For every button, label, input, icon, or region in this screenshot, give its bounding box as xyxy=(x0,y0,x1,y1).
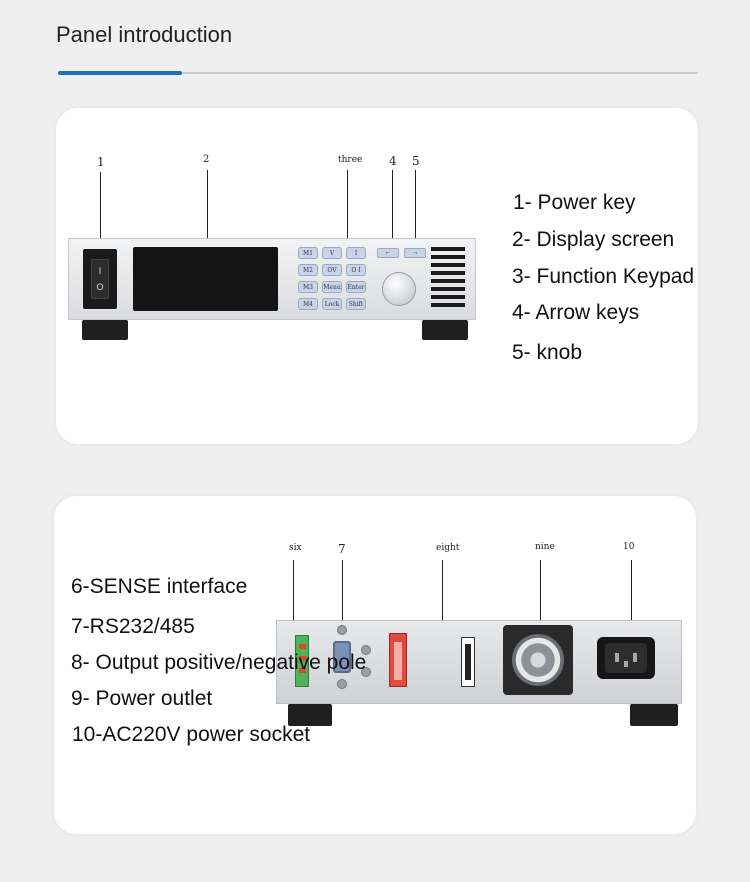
callout-9: nine xyxy=(535,542,555,552)
legend-power-outlet: 9- Power outlet xyxy=(71,687,213,710)
key-shift: Shift xyxy=(346,298,366,310)
output-negative-pole xyxy=(461,637,475,687)
callout-line-2 xyxy=(207,170,208,242)
key-enter: Enter xyxy=(346,281,366,293)
legend-rs232-485: 7-RS232/485 xyxy=(71,615,195,638)
callout-6: six xyxy=(289,543,302,553)
arrow-right-key: → xyxy=(404,248,426,258)
callout-2: 2 xyxy=(203,154,210,165)
legend-function-keypad: 3- Function Keypad xyxy=(512,265,695,288)
ac220v-power-socket xyxy=(597,637,655,679)
legend-sense-interface: 6-SENSE interface xyxy=(71,575,248,598)
key-lock: Lock xyxy=(322,298,342,310)
legend-ac220v-socket: 10-AC220V power socket xyxy=(72,723,311,746)
key-m1: M1 xyxy=(298,247,318,259)
callout-3: three xyxy=(338,155,363,165)
key-m2: M2 xyxy=(298,264,318,276)
key-m3: M3 xyxy=(298,281,318,293)
callout-4: 4 xyxy=(389,154,397,168)
vent-slot xyxy=(431,247,465,251)
heading-accent-bar xyxy=(58,71,182,75)
vent-slot xyxy=(431,271,465,275)
legend-display-screen: 2- Display screen xyxy=(512,228,675,251)
vent-slot xyxy=(431,287,465,291)
legend-power-key: 1- Power key xyxy=(513,191,636,214)
key-menu: Menu xyxy=(322,281,342,293)
key-oi: O I xyxy=(346,264,366,276)
display-screen xyxy=(133,247,278,311)
device-foot xyxy=(422,320,468,340)
power-on-mark: I xyxy=(98,266,102,276)
vent-slot xyxy=(431,303,465,307)
knob xyxy=(382,272,416,306)
callout-10: 10 xyxy=(623,542,635,552)
vent-slot xyxy=(431,263,465,267)
rear-panel-card xyxy=(54,496,696,834)
vent-slot xyxy=(431,279,465,283)
vent-slot xyxy=(431,255,465,259)
key-ov: OV xyxy=(322,264,342,276)
front-panel-card xyxy=(56,108,698,444)
callout-5: 5 xyxy=(412,154,420,168)
key-m4: M4 xyxy=(298,298,318,310)
key-v: V xyxy=(322,247,342,259)
power-off-mark: O xyxy=(96,282,104,292)
device-foot xyxy=(82,320,128,340)
callout-7: 7 xyxy=(338,542,346,556)
page-heading: Panel introduction xyxy=(56,22,233,47)
callout-8: eight xyxy=(436,543,460,553)
arrow-left-key: ← xyxy=(377,248,399,258)
device-foot xyxy=(630,704,678,726)
screw xyxy=(337,625,347,635)
front-panel-device xyxy=(68,238,476,320)
output-positive-pole xyxy=(389,633,407,687)
key-i: I xyxy=(346,247,366,259)
power-key xyxy=(83,249,117,309)
legend-knob: 5- knob xyxy=(512,341,583,364)
screw xyxy=(337,679,347,689)
callout-1: 1 xyxy=(97,155,105,169)
vent-slot xyxy=(431,295,465,299)
legend-arrow-keys: 4- Arrow keys xyxy=(512,301,640,324)
power-outlet-fan xyxy=(503,625,573,695)
legend-output-pole: 8- Output positive/negative pole xyxy=(71,651,367,674)
